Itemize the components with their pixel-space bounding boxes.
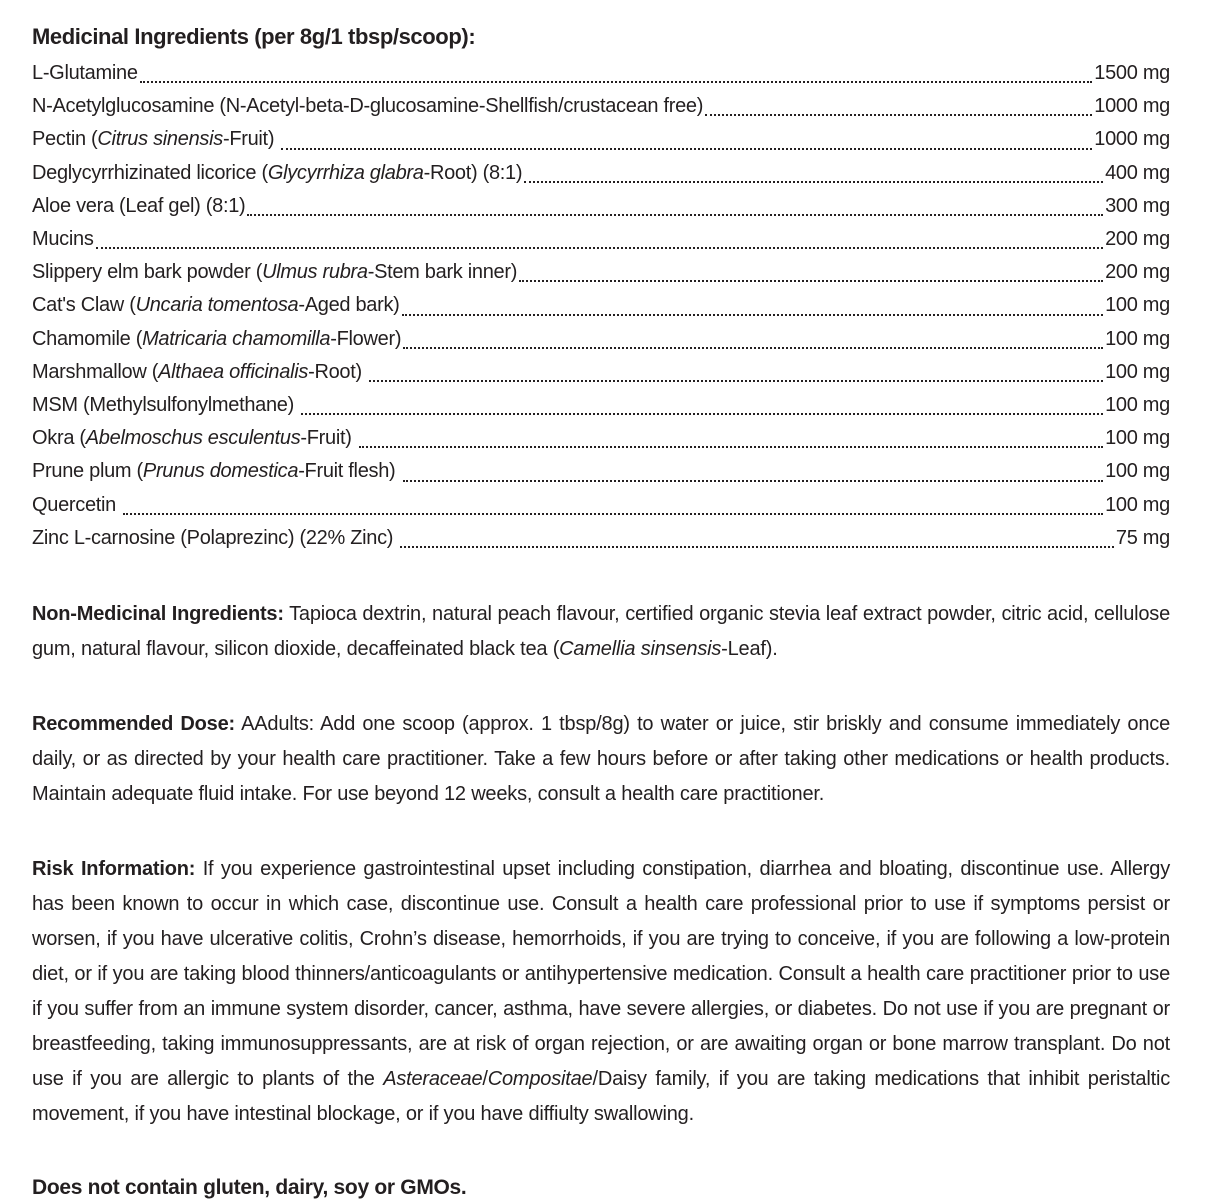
leader-dots — [301, 413, 1103, 415]
ingredient-amount: 75 mg — [1115, 526, 1170, 549]
leader-dots — [519, 280, 1103, 282]
recommended-dose-label: Recommended Dose: — [32, 713, 235, 736]
ingredient-name: Aloe vera (Leaf gel) (8:1) — [32, 194, 246, 217]
leader-dots — [403, 480, 1103, 482]
ingredient-row — [32, 323, 1170, 356]
leader-dots — [369, 380, 1103, 382]
ingredient-name: Zinc L-carnosine (Polaprezinc) (22% Zinc) — [32, 526, 399, 549]
leader-dots — [359, 446, 1103, 448]
ingredient-name: Slippery elm bark powder (Ulmus rubra-Stem bark inner) — [32, 261, 518, 284]
ingredient-name: Deglycyrrhizinated licorice (Glycyrrhiza glabra-Root) (8:1) — [32, 161, 523, 184]
ingredient-name: L-Glutamine — [32, 62, 138, 84]
ingredient-name: Chamomile (Matricaria chamomilla-Flower) — [32, 327, 402, 350]
leader-dots — [247, 214, 1103, 216]
ingredient-amount: 100 mg — [1105, 493, 1170, 516]
latin-name: Citrus sinensis — [97, 128, 223, 151]
ingredient-amount: 1000 mg — [1094, 95, 1170, 118]
leader-dots — [123, 513, 1103, 515]
ingredient-row — [32, 90, 1170, 123]
ingredient-row — [32, 422, 1170, 455]
ingredient-amount: 200 mg — [1105, 261, 1170, 284]
ingredient-amount: 100 mg — [1105, 460, 1170, 483]
ingredient-row — [32, 356, 1170, 389]
ingredient-amount: 100 mg — [1105, 294, 1170, 317]
latin-name: Uncaria tomentosa — [135, 294, 299, 317]
leader-dots — [705, 114, 1092, 116]
ingredient-name: Okra (Abelmoschus esculentus-Fruit) — [32, 427, 357, 450]
ingredient-row — [32, 522, 1170, 555]
ingredient-row — [32, 123, 1170, 156]
leader-dots — [281, 148, 1092, 150]
ingredient-amount: 200 mg — [1105, 228, 1170, 251]
recommended-dose-paragraph — [32, 707, 1170, 812]
leader-dots — [96, 247, 1104, 249]
non-medicinal-label: Non-Medicinal Ingredients: — [32, 603, 284, 626]
latin-name: Abelmoschus esculentus — [85, 427, 301, 450]
latin-name: Prunus domestica — [142, 460, 299, 483]
ingredient-amount: 300 mg — [1105, 194, 1170, 217]
risk-information-paragraph — [32, 852, 1170, 1132]
ingredient-name: Pectin (Citrus sinensis-Fruit) — [32, 128, 280, 151]
ingredient-amount: 100 mg — [1105, 427, 1170, 450]
ingredient-row — [32, 57, 1170, 90]
risk-information-label: Risk Information: — [32, 858, 196, 881]
latin-name: Matricaria chamomilla — [142, 327, 331, 350]
leader-dots — [402, 314, 1104, 316]
non-medicinal-paragraph — [32, 597, 1170, 667]
ingredient-name: Marshmallow (Althaea officinalis-Root) — [32, 360, 368, 383]
ingredient-amount: 1000 mg — [1094, 128, 1170, 151]
ingredient-row — [32, 256, 1170, 289]
ingredient-row — [32, 289, 1170, 322]
latin-name: Ulmus rubra — [262, 261, 368, 284]
ingredient-row — [32, 157, 1170, 190]
ingredient-amount: 400 mg — [1105, 161, 1170, 184]
ingredient-row — [32, 223, 1170, 256]
ingredient-name: N-Acetylglucosamine (N-Acetyl-beta-D-glucosamine-Shellfish/crustacean free) — [32, 95, 704, 118]
latin-name: Althaea officinalis — [158, 360, 309, 383]
non-medicinal-text: Tapioca dextrin, natural peach flavour, certified organic stevia leaf extract powder, citric acid, cellulose gum, natural flavour, silicon dioxide, decaffeinated black tea (Camellia sinsensis-Leaf). — [32, 603, 1171, 661]
medicinal-ingredients-heading: Medicinal Ingredients (per 8g/1 tbsp/scoop): — [32, 24, 476, 49]
ingredient-row — [32, 389, 1170, 422]
risk-information-text: If you experience gastrointestinal upset including constipation, diarrhea and bloating, discontinue use. Allergy has been known to occur in which case, discontinue use. Consult a health care professional prior to use if symptoms persist or worsen, if you have ulcerative colitis, Crohn’s disease, hemorrhoids, if you are trying to conceive, if you are following a low-protein diet, or if you are taking blood thinners/anticoagulants or antihypertensive medication. Consult a health care practitioner prior to use if you suffer from an immune system disorder, cancer, asthma, have severe allergies, or diabetes. Do not use if you are pregnant or breastfeeding, taking immunosuppressants, are at risk of organ rejection, or are awaiting organ or bone marrow transplant. Do not use if you are allergic to plants of the Asteraceae/Compositae/Daisy family, if you are taking medications that inhibit peristaltic movement, if you have intestinal blockage, or if you have diffiulty swallowing. — [32, 858, 1170, 1126]
leader-dots — [400, 546, 1113, 548]
ingredient-name: Quercetin — [32, 493, 122, 516]
medicinal-ingredients-list — [32, 57, 1170, 555]
recommended-dose-text: AAdults: Add one scoop (approx. 1 tbsp/8g) to water or juice, stir briskly and consume immediately once daily, or as directed by your health care practitioner. Take a few hours before or after taking other medications or health products. Maintain adequate fluid intake. For use beyond 12 weeks, consult a health care practitioner. — [32, 713, 1171, 806]
ingredient-row — [32, 190, 1170, 223]
leader-dots — [403, 347, 1103, 349]
ingredient-amount: 100 mg — [1105, 360, 1170, 383]
ingredient-row — [32, 489, 1170, 522]
latin-name: Glycyrrhiza glabra — [267, 161, 424, 184]
ingredient-name: Cat's Claw (Uncaria tomentosa-Aged bark) — [32, 294, 400, 317]
ingredient-amount: 100 mg — [1105, 394, 1170, 417]
ingredient-name: Mucins — [32, 228, 94, 251]
ingredient-amount: 100 mg — [1105, 327, 1170, 350]
ingredient-amount: 1500 mg — [1094, 62, 1170, 84]
leader-dots — [140, 81, 1093, 83]
leader-dots — [524, 181, 1103, 183]
ingredient-name: Prune plum (Prunus domestica-Fruit flesh) — [32, 460, 401, 483]
ingredient-row — [32, 455, 1170, 488]
contains-statement: Does not contain gluten, dairy, soy or GMOs. — [32, 1176, 467, 1200]
ingredient-name: MSM (Methylsulfonylmethane) — [32, 394, 300, 417]
